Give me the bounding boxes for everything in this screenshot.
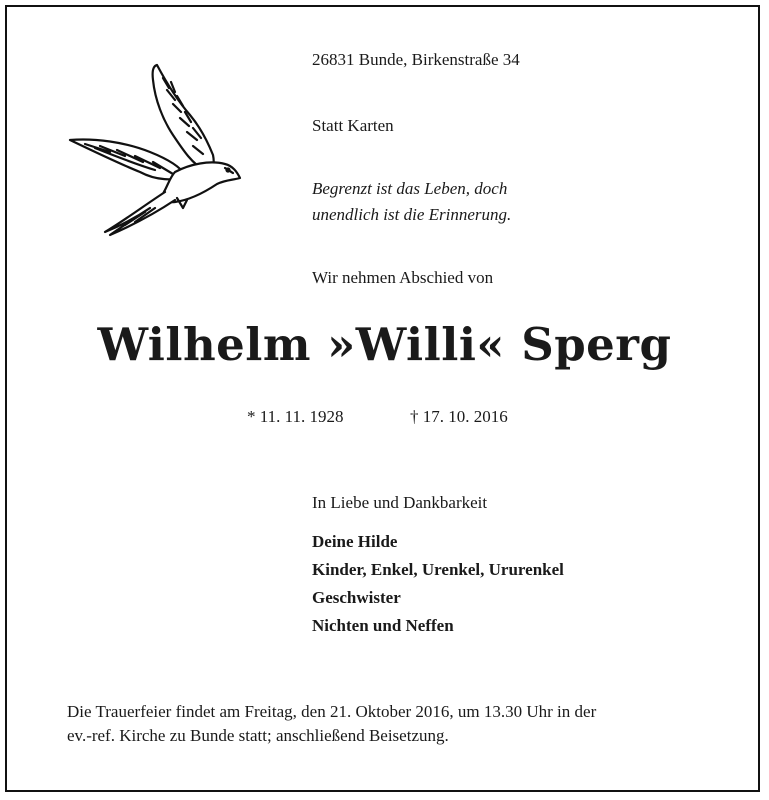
mourner-item: Geschwister [312,588,401,607]
birth-date: * 11. 11. 1928 [247,407,344,426]
mourner-item: Kinder, Enkel, Urenkel, Ururenkel [312,560,564,579]
funeral-line-2: ev.-ref. Kirche zu Bunde statt; anschließend Beisetzung. [67,726,449,745]
quote-line-2: unendlich ist die Erinnerung. [312,205,512,224]
funeral-line-1: Die Trauerfeier findet am Freitag, den 21. Oktober 2016, um 13.30 Uhr in der [67,702,597,721]
farewell-intro: Wir nehmen Abschied von [312,268,494,287]
mourners-list [312,528,564,640]
dove-icon [65,60,245,240]
love-line: In Liebe und Dankbarkeit [312,493,488,512]
death-date: † 17. 10. 2016 [410,407,508,426]
quote-line-1: Begrenzt ist das Leben, doch [312,179,508,198]
statt-karten: Statt Karten [312,116,394,135]
funeral-info [67,700,717,748]
mourner-item: Nichten und Neffen [312,616,454,635]
deceased-name: Wilhelm »Willi« Sperg [97,318,672,371]
mourner-item: Deine Hilde [312,532,398,551]
memorial-quote [312,176,511,228]
address: 26831 Bunde, Birkenstraße 34 [312,50,520,69]
